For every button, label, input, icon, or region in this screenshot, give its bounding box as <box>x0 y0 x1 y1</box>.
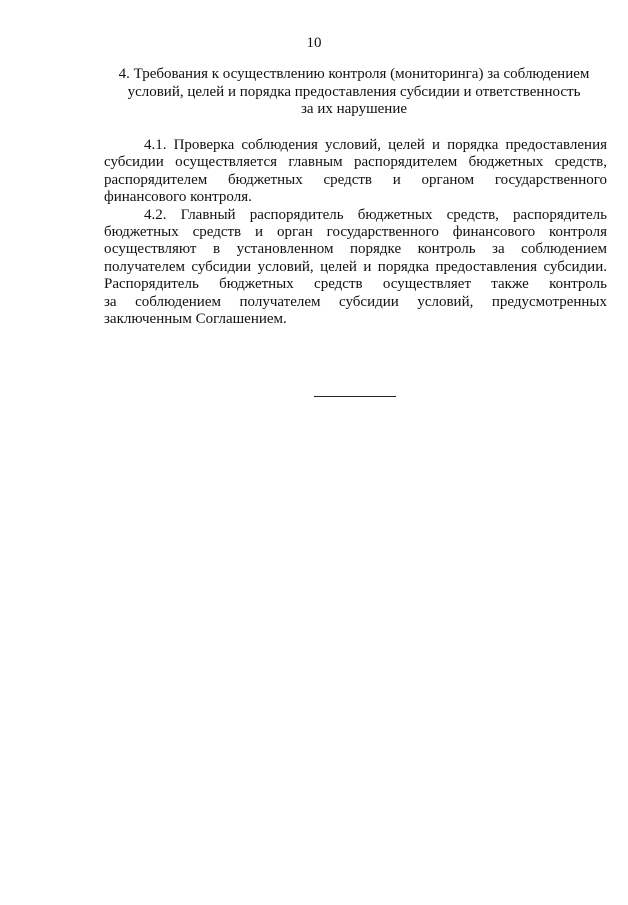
paragraph-line: получателем субсидии условий, целей и порядка предоставления субсидии. <box>104 258 607 275</box>
paragraph-line: бюджетных средств и орган государственного финансового контроля <box>104 224 607 241</box>
section-title-line: 4. Требования к осуществлению контроля (мониторинга) за соблюдением <box>118 66 590 82</box>
paragraph-line: за соблюдением получателем субсидии условий, предусмотренных <box>104 293 607 310</box>
paragraph-line: заключенным Соглашением. <box>104 311 287 328</box>
end-separator-line <box>314 396 396 397</box>
paragraph-4-1 <box>104 137 607 207</box>
paragraph-line: распорядителем бюджетных средств и органом государственного <box>104 171 607 188</box>
paragraph-line: 4.2. Главный распорядитель бюджетных средств, распорядитель <box>144 206 607 223</box>
page-number: 10 <box>306 35 322 51</box>
paragraph-line: 4.1. Проверка соблюдения условий, целей и порядка предоставления <box>144 137 607 153</box>
section-title <box>100 66 608 119</box>
paragraph-line: Распорядитель бюджетных средств осуществляет также контроль <box>104 276 607 293</box>
paragraph-4-2 <box>104 207 607 329</box>
paragraph-line: осуществляют в установленном порядке контроль за соблюдением <box>104 241 607 258</box>
section-title-line: условий, целей и порядка предоставления субсидии и ответственность <box>127 83 581 100</box>
document-body <box>104 137 607 328</box>
paragraph-line: субсидии осуществляется главным распорядителем бюджетных средств, <box>104 154 607 171</box>
section-title-line: за их нарушение <box>300 101 408 117</box>
paragraph-line: финансового контроля. <box>104 189 252 206</box>
